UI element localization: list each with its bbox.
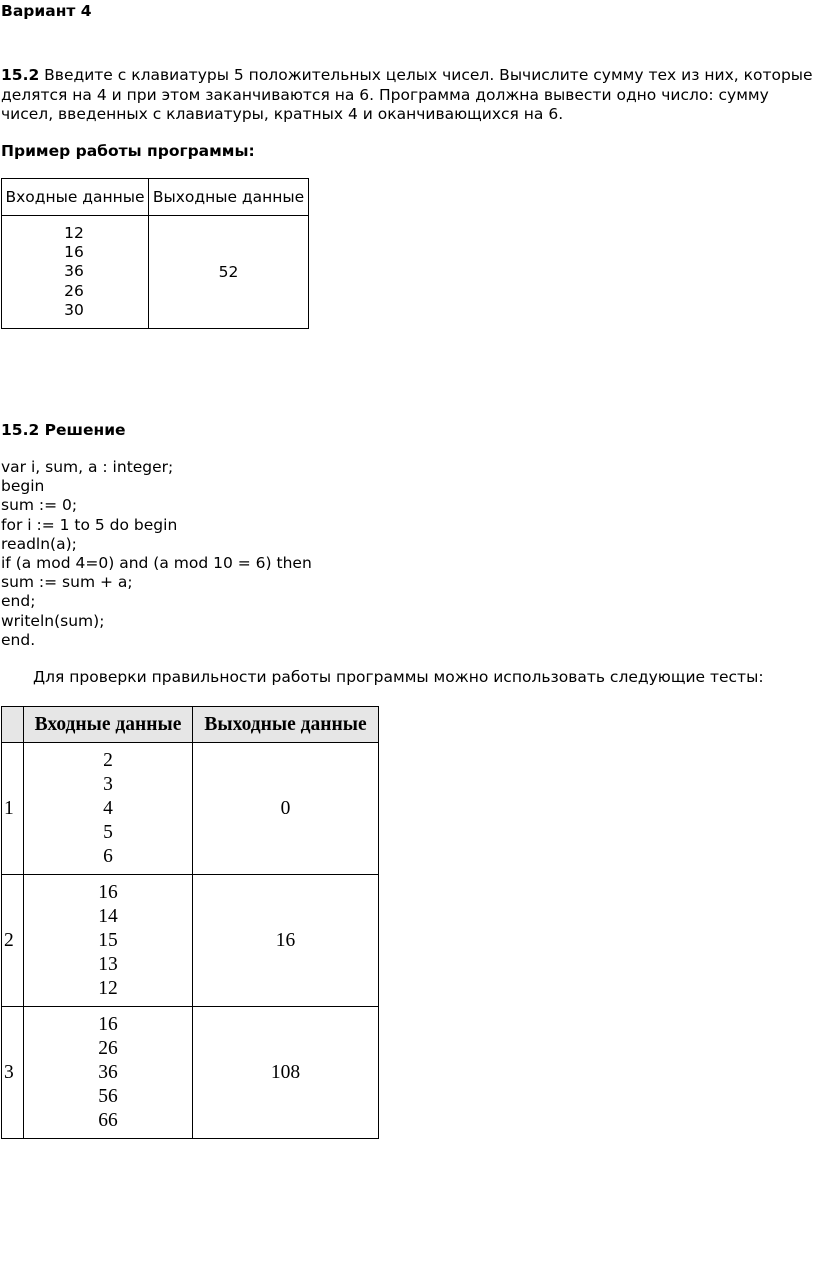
test-input-value: 14 [98,905,118,927]
test-number: 1 [2,743,24,875]
tests-header-output: Выходные данные [193,707,379,743]
variant-title: Вариант 4 [1,2,92,20]
code-line: sum := sum + a; [1,573,133,592]
task-text [1,66,816,125]
test-inputs [24,875,193,1007]
test-input-value: 4 [103,797,113,819]
example-input-value: 30 [64,300,84,319]
tests-header-row [2,707,379,743]
example-input-value: 26 [64,281,84,300]
tests-header-input: Входные данные [24,707,193,743]
test-row [2,1007,379,1139]
code-line: begin [1,477,45,496]
test-input-value: 36 [98,1061,118,1083]
test-input-value: 26 [98,1037,118,1059]
code-line: end. [1,630,36,649]
test-input-value: 3 [103,773,113,795]
example-data-row [2,216,309,329]
test-input-value: 12 [98,977,118,999]
code-line: end; [1,592,36,611]
test-input-value: 2 [103,749,113,771]
task-number: 15.2 [1,66,40,84]
test-inputs [24,1007,193,1139]
test-number: 2 [2,875,24,1007]
task-statement: Введите с клавиатуры 5 положительных целых чисел. Вычислите сумму тех из них, которые делятся на 4 и при этом заканчиваются на 6. Программа должна вывести одно число: сумму чисел, введенных с клавиатуры, кратных 4 и оканчивающихся на 6. [1,66,813,123]
example-output: 52 [149,216,309,329]
test-row [2,743,379,875]
test-input-value: 16 [98,881,118,903]
test-number: 3 [2,1007,24,1139]
test-output: 0 [193,743,379,875]
solution-title: 15.2 Решение [1,421,126,439]
example-title: Пример работы программы: [1,142,255,160]
example-input-value: 16 [64,243,84,262]
example-table [1,178,309,329]
code-line: if (a mod 4=0) and (a mod 10 = 6) then [1,554,312,573]
example-header-row [2,179,309,216]
example-input-value: 12 [64,223,84,242]
tests-intro: Для проверки правильности работы программы можно использовать следующие тесты: [33,668,764,686]
example-header-output: Выходные данные [149,179,309,216]
code-line: readln(a); [1,534,77,553]
code-line: writeln(sum); [1,611,105,630]
test-row [2,875,379,1007]
test-input-value: 16 [98,1013,118,1035]
tests-table [1,706,379,1139]
test-input-value: 13 [98,953,118,975]
test-output: 16 [193,875,379,1007]
test-input-value: 56 [98,1085,118,1107]
tests-header-number [2,707,24,743]
test-input-value: 6 [103,845,113,867]
code-line: sum := 0; [1,496,78,515]
example-inputs [2,216,149,329]
example-header-input: Входные данные [2,179,149,216]
test-output: 108 [193,1007,379,1139]
solution-code [1,458,312,650]
code-line: for i := 1 to 5 do begin [1,515,178,534]
test-inputs [24,743,193,875]
example-input-value: 36 [64,262,84,281]
test-input-value: 15 [98,929,118,951]
test-input-value: 5 [103,821,113,843]
test-input-value: 66 [98,1109,118,1131]
code-line: var i, sum, a : integer; [1,458,174,476]
